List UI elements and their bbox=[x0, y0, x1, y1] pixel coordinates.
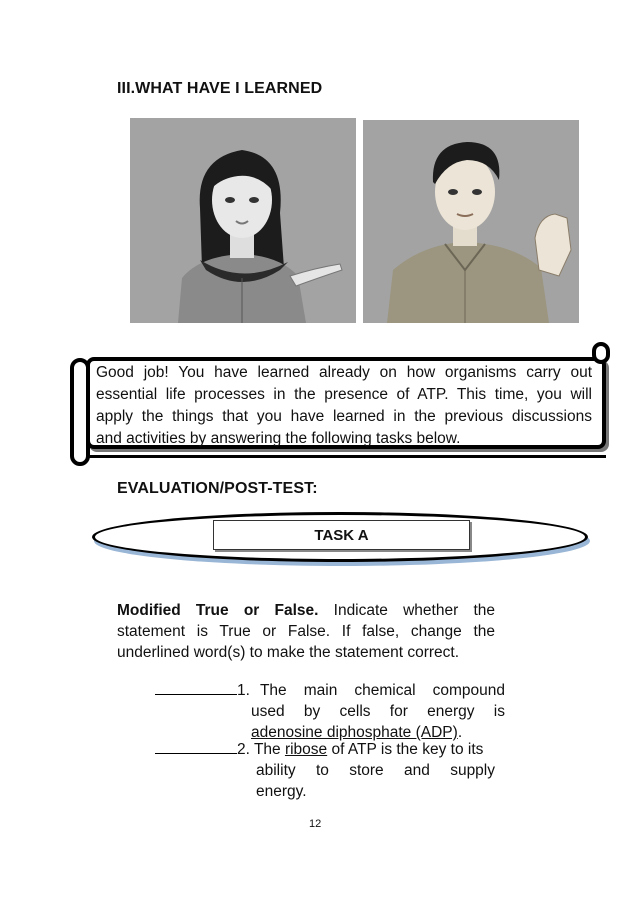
message-text bbox=[96, 362, 592, 450]
item-text bbox=[254, 739, 495, 760]
question-item-2 bbox=[155, 739, 495, 802]
instructions-line-2: statement is True or False. If false, change the bbox=[117, 623, 495, 640]
message-line: Good job! You have learned already on how organisms carry out bbox=[96, 364, 592, 381]
underlined-term: adenosine diphosphate (ADP) bbox=[251, 724, 458, 741]
item-number: 2. bbox=[237, 741, 250, 758]
item-text: . bbox=[457, 724, 463, 741]
page-number: 12 bbox=[309, 818, 322, 830]
task-label: TASK A bbox=[213, 520, 470, 550]
item-text: The main chemical compound bbox=[259, 682, 505, 699]
scroll-bottom-edge bbox=[86, 449, 606, 458]
evaluation-heading: EVALUATION/POST-TEST: bbox=[117, 480, 318, 497]
instructions-line-1 bbox=[117, 600, 495, 621]
girl-illustration bbox=[130, 118, 356, 323]
item-text-post: of ATP is the key to its bbox=[327, 741, 484, 758]
message-line: apply the things that you have learned in the previous discussions bbox=[96, 408, 592, 425]
instructions-text: Indicate whether the bbox=[318, 602, 495, 619]
scroll-top-curl bbox=[592, 342, 610, 364]
instructions-lead: Modified True or False. bbox=[117, 602, 319, 619]
message-line: and activities by answering the following tasks below. bbox=[96, 430, 461, 447]
item-number: 1. bbox=[237, 682, 250, 699]
answer-blank[interactable] bbox=[155, 680, 237, 695]
item-text-pre: The bbox=[253, 741, 285, 758]
message-line: essential life processes in the presence of ATP. This time, you will bbox=[96, 386, 592, 403]
item-text: ability to store and supply bbox=[256, 762, 495, 779]
instructions-line-3: underlined word(s) to make the statement correct. bbox=[117, 644, 460, 661]
answer-blank[interactable] bbox=[155, 739, 237, 754]
section-heading: III.WHAT HAVE I LEARNED bbox=[117, 80, 323, 97]
item-text: used by cells for energy is bbox=[251, 703, 505, 720]
underlined-term: ribose bbox=[284, 741, 328, 758]
instructions bbox=[117, 600, 495, 663]
item-text: energy. bbox=[256, 783, 307, 800]
boy-illustration bbox=[363, 120, 579, 323]
question-item-1 bbox=[155, 680, 505, 743]
